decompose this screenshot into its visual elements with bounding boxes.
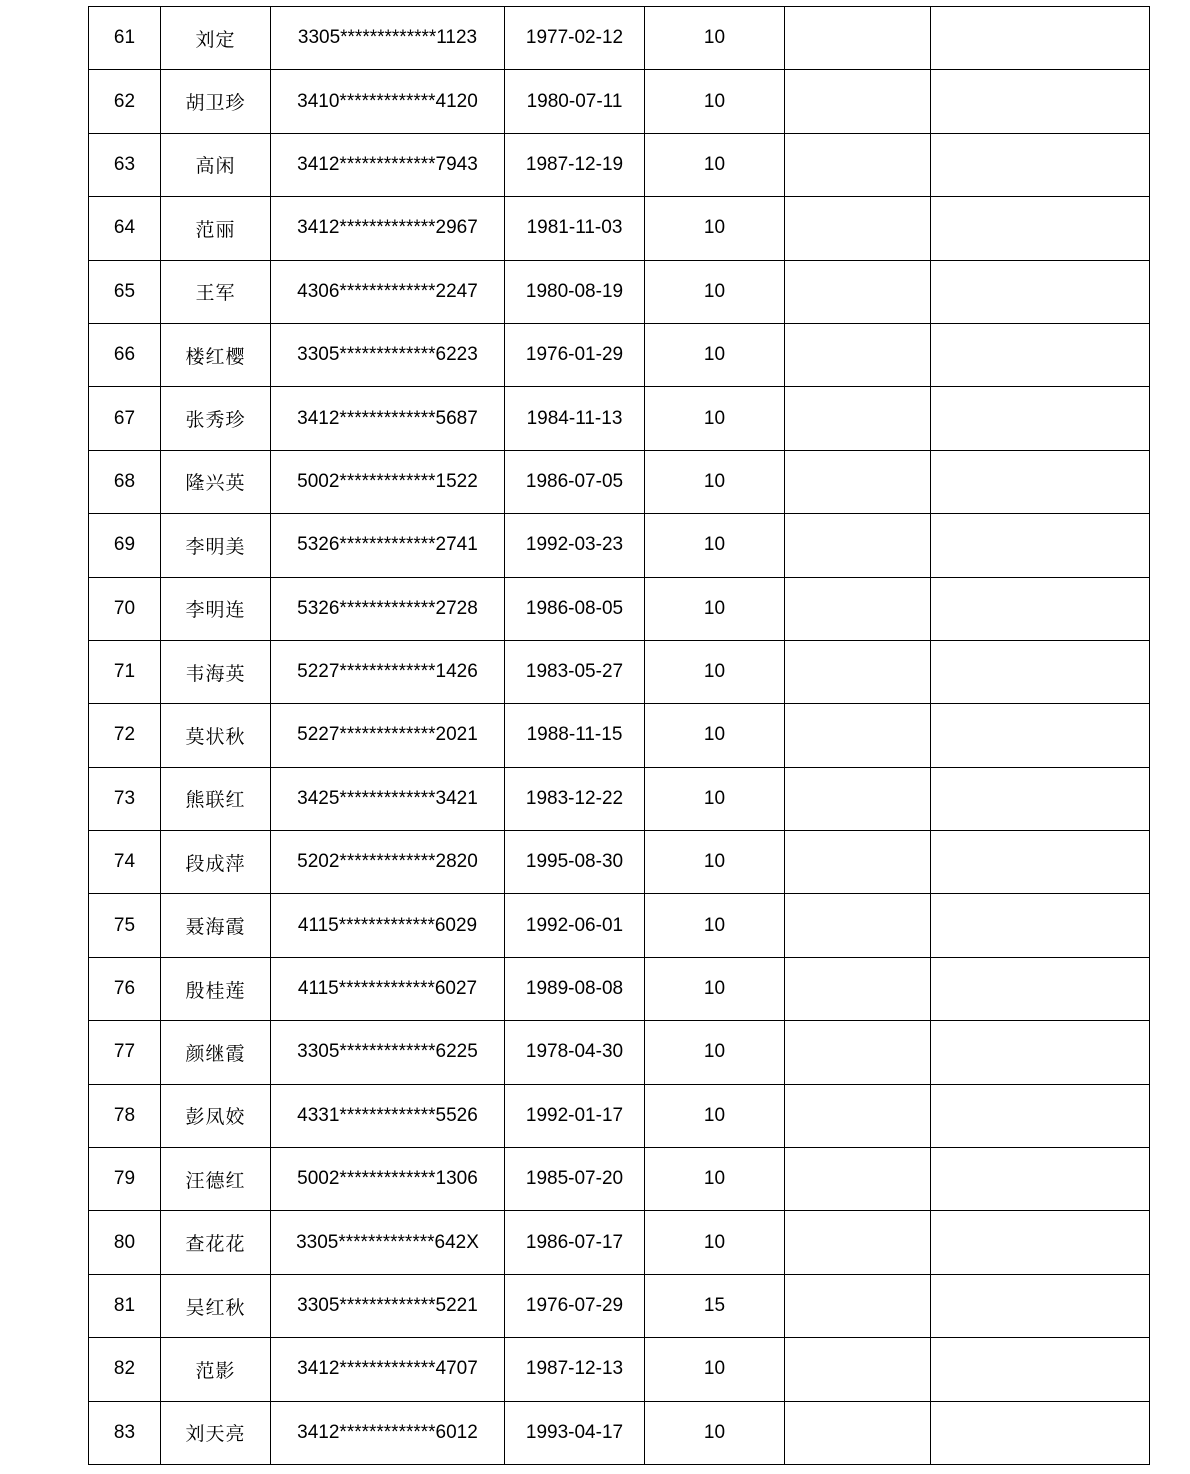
blank-cell-7: [931, 1084, 1150, 1147]
table-row: [89, 957, 1150, 1020]
birth-date-cell: 1986-07-17: [505, 1211, 645, 1274]
amount-cell: 10: [645, 1211, 785, 1274]
roster-table: [88, 6, 1150, 1465]
id-number-cell: 3305*************6223: [271, 323, 505, 386]
birth-date-cell: 1992-01-17: [505, 1084, 645, 1147]
name-cell: 吴红秋: [161, 1274, 271, 1337]
name-cell: 熊联红: [161, 767, 271, 830]
blank-cell-7: [931, 450, 1150, 513]
table-row: [89, 1401, 1150, 1464]
id-number-cell: 3412*************7943: [271, 133, 505, 196]
row-number-cell: 79: [89, 1148, 161, 1211]
id-number-cell: 3305*************642X: [271, 1211, 505, 1274]
row-number-cell: 77: [89, 1021, 161, 1084]
id-number-cell: 3305*************5221: [271, 1274, 505, 1337]
row-number-cell: 76: [89, 957, 161, 1020]
blank-cell-6: [785, 1148, 931, 1211]
name-cell: 汪德红: [161, 1148, 271, 1211]
amount-cell: 10: [645, 1084, 785, 1147]
table-row: [89, 1211, 1150, 1274]
name-cell: 隆兴英: [161, 450, 271, 513]
amount-cell: 10: [645, 260, 785, 323]
blank-cell-6: [785, 640, 931, 703]
blank-cell-6: [785, 767, 931, 830]
amount-cell: 10: [645, 894, 785, 957]
id-number-cell: 5002*************1522: [271, 450, 505, 513]
name-cell: 胡卫珍: [161, 70, 271, 133]
amount-cell: 10: [645, 450, 785, 513]
row-number-cell: 83: [89, 1401, 161, 1464]
birth-date-cell: 1977-02-12: [505, 7, 645, 70]
name-cell: 殷桂莲: [161, 957, 271, 1020]
table-row: [89, 323, 1150, 386]
blank-cell-7: [931, 577, 1150, 640]
table-row: [89, 831, 1150, 894]
row-number-cell: 82: [89, 1338, 161, 1401]
blank-cell-6: [785, 577, 931, 640]
blank-cell-6: [785, 450, 931, 513]
row-number-cell: 72: [89, 704, 161, 767]
amount-cell: 10: [645, 831, 785, 894]
table-row: [89, 704, 1150, 767]
amount-cell: 15: [645, 1274, 785, 1337]
id-number-cell: 4331*************5526: [271, 1084, 505, 1147]
row-number-cell: 75: [89, 894, 161, 957]
birth-date-cell: 1980-07-11: [505, 70, 645, 133]
blank-cell-6: [785, 831, 931, 894]
blank-cell-7: [931, 1211, 1150, 1274]
blank-cell-7: [931, 767, 1150, 830]
id-number-cell: 5227*************1426: [271, 640, 505, 703]
id-number-cell: 3412*************6012: [271, 1401, 505, 1464]
amount-cell: 10: [645, 70, 785, 133]
blank-cell-7: [931, 133, 1150, 196]
name-cell: 韦海英: [161, 640, 271, 703]
blank-cell-6: [785, 323, 931, 386]
blank-cell-6: [785, 70, 931, 133]
id-number-cell: 3305*************6225: [271, 1021, 505, 1084]
amount-cell: 10: [645, 704, 785, 767]
birth-date-cell: 1981-11-03: [505, 197, 645, 260]
table-row: [89, 450, 1150, 513]
birth-date-cell: 1976-07-29: [505, 1274, 645, 1337]
blank-cell-7: [931, 7, 1150, 70]
name-cell: 刘定: [161, 7, 271, 70]
blank-cell-6: [785, 1401, 931, 1464]
id-number-cell: 5202*************2820: [271, 831, 505, 894]
row-number-cell: 81: [89, 1274, 161, 1337]
table-row: [89, 70, 1150, 133]
birth-date-cell: 1986-08-05: [505, 577, 645, 640]
blank-cell-7: [931, 387, 1150, 450]
id-number-cell: 4115*************6027: [271, 957, 505, 1020]
row-number-cell: 80: [89, 1211, 161, 1274]
birth-date-cell: 1983-05-27: [505, 640, 645, 703]
blank-cell-7: [931, 1401, 1150, 1464]
row-number-cell: 61: [89, 7, 161, 70]
amount-cell: 10: [645, 1021, 785, 1084]
name-cell: 聂海霞: [161, 894, 271, 957]
table-row: [89, 514, 1150, 577]
amount-cell: 10: [645, 957, 785, 1020]
blank-cell-7: [931, 1148, 1150, 1211]
row-number-cell: 68: [89, 450, 161, 513]
name-cell: 张秀珍: [161, 387, 271, 450]
blank-cell-7: [931, 1021, 1150, 1084]
birth-date-cell: 1995-08-30: [505, 831, 645, 894]
row-number-cell: 70: [89, 577, 161, 640]
id-number-cell: 3412*************2967: [271, 197, 505, 260]
amount-cell: 10: [645, 323, 785, 386]
amount-cell: 10: [645, 133, 785, 196]
id-number-cell: 3305*************1123: [271, 7, 505, 70]
amount-cell: 10: [645, 514, 785, 577]
amount-cell: 10: [645, 1148, 785, 1211]
amount-cell: 10: [645, 387, 785, 450]
table-row: [89, 577, 1150, 640]
blank-cell-6: [785, 1021, 931, 1084]
birth-date-cell: 1984-11-13: [505, 387, 645, 450]
birth-date-cell: 1988-11-15: [505, 704, 645, 767]
id-number-cell: 4115*************6029: [271, 894, 505, 957]
table-row: [89, 640, 1150, 703]
blank-cell-7: [931, 197, 1150, 260]
id-number-cell: 5227*************2021: [271, 704, 505, 767]
id-number-cell: 5002*************1306: [271, 1148, 505, 1211]
blank-cell-6: [785, 133, 931, 196]
row-number-cell: 67: [89, 387, 161, 450]
blank-cell-7: [931, 704, 1150, 767]
blank-cell-6: [785, 1084, 931, 1147]
blank-cell-7: [931, 640, 1150, 703]
blank-cell-6: [785, 1338, 931, 1401]
name-cell: 颜继霞: [161, 1021, 271, 1084]
birth-date-cell: 1992-06-01: [505, 894, 645, 957]
amount-cell: 10: [645, 767, 785, 830]
blank-cell-7: [931, 831, 1150, 894]
birth-date-cell: 1986-07-05: [505, 450, 645, 513]
blank-cell-7: [931, 514, 1150, 577]
roster-table-body: [89, 7, 1150, 1465]
amount-cell: 10: [645, 1338, 785, 1401]
birth-date-cell: 1976-01-29: [505, 323, 645, 386]
blank-cell-6: [785, 387, 931, 450]
name-cell: 彭凤姣: [161, 1084, 271, 1147]
name-cell: 查花花: [161, 1211, 271, 1274]
name-cell: 莫状秋: [161, 704, 271, 767]
table-row: [89, 260, 1150, 323]
table-row: [89, 1338, 1150, 1401]
name-cell: 高闲: [161, 133, 271, 196]
amount-cell: 10: [645, 1401, 785, 1464]
blank-cell-7: [931, 1274, 1150, 1337]
id-number-cell: 5326*************2741: [271, 514, 505, 577]
blank-cell-7: [931, 260, 1150, 323]
id-number-cell: 3410*************4120: [271, 70, 505, 133]
table-row: [89, 7, 1150, 70]
amount-cell: 10: [645, 7, 785, 70]
row-number-cell: 71: [89, 640, 161, 703]
row-number-cell: 66: [89, 323, 161, 386]
blank-cell-6: [785, 197, 931, 260]
amount-cell: 10: [645, 577, 785, 640]
row-number-cell: 73: [89, 767, 161, 830]
table-row: [89, 387, 1150, 450]
birth-date-cell: 1980-08-19: [505, 260, 645, 323]
row-number-cell: 65: [89, 260, 161, 323]
row-number-cell: 64: [89, 197, 161, 260]
name-cell: 范影: [161, 1338, 271, 1401]
blank-cell-6: [785, 704, 931, 767]
birth-date-cell: 1978-04-30: [505, 1021, 645, 1084]
id-number-cell: 4306*************2247: [271, 260, 505, 323]
id-number-cell: 3425*************3421: [271, 767, 505, 830]
table-row: [89, 197, 1150, 260]
id-number-cell: 5326*************2728: [271, 577, 505, 640]
blank-cell-6: [785, 514, 931, 577]
blank-cell-6: [785, 7, 931, 70]
birth-date-cell: 1993-04-17: [505, 1401, 645, 1464]
table-row: [89, 1148, 1150, 1211]
name-cell: 李明美: [161, 514, 271, 577]
row-number-cell: 62: [89, 70, 161, 133]
blank-cell-7: [931, 894, 1150, 957]
blank-cell-7: [931, 323, 1150, 386]
row-number-cell: 74: [89, 831, 161, 894]
row-number-cell: 69: [89, 514, 161, 577]
blank-cell-6: [785, 1211, 931, 1274]
blank-cell-7: [931, 1338, 1150, 1401]
birth-date-cell: 1983-12-22: [505, 767, 645, 830]
table-row: [89, 894, 1150, 957]
amount-cell: 10: [645, 640, 785, 703]
birth-date-cell: 1989-08-08: [505, 957, 645, 1020]
blank-cell-6: [785, 894, 931, 957]
blank-cell-7: [931, 70, 1150, 133]
table-row: [89, 133, 1150, 196]
name-cell: 刘天亮: [161, 1401, 271, 1464]
blank-cell-6: [785, 260, 931, 323]
name-cell: 李明连: [161, 577, 271, 640]
blank-cell-7: [931, 957, 1150, 1020]
table-row: [89, 1274, 1150, 1337]
birth-date-cell: 1985-07-20: [505, 1148, 645, 1211]
birth-date-cell: 1987-12-19: [505, 133, 645, 196]
table-row: [89, 1021, 1150, 1084]
birth-date-cell: 1992-03-23: [505, 514, 645, 577]
name-cell: 范丽: [161, 197, 271, 260]
table-row: [89, 1084, 1150, 1147]
blank-cell-6: [785, 1274, 931, 1337]
amount-cell: 10: [645, 197, 785, 260]
id-number-cell: 3412*************5687: [271, 387, 505, 450]
table-row: [89, 767, 1150, 830]
birth-date-cell: 1987-12-13: [505, 1338, 645, 1401]
name-cell: 楼红樱: [161, 323, 271, 386]
blank-cell-6: [785, 957, 931, 1020]
id-number-cell: 3412*************4707: [271, 1338, 505, 1401]
row-number-cell: 63: [89, 133, 161, 196]
name-cell: 王军: [161, 260, 271, 323]
name-cell: 段成萍: [161, 831, 271, 894]
row-number-cell: 78: [89, 1084, 161, 1147]
